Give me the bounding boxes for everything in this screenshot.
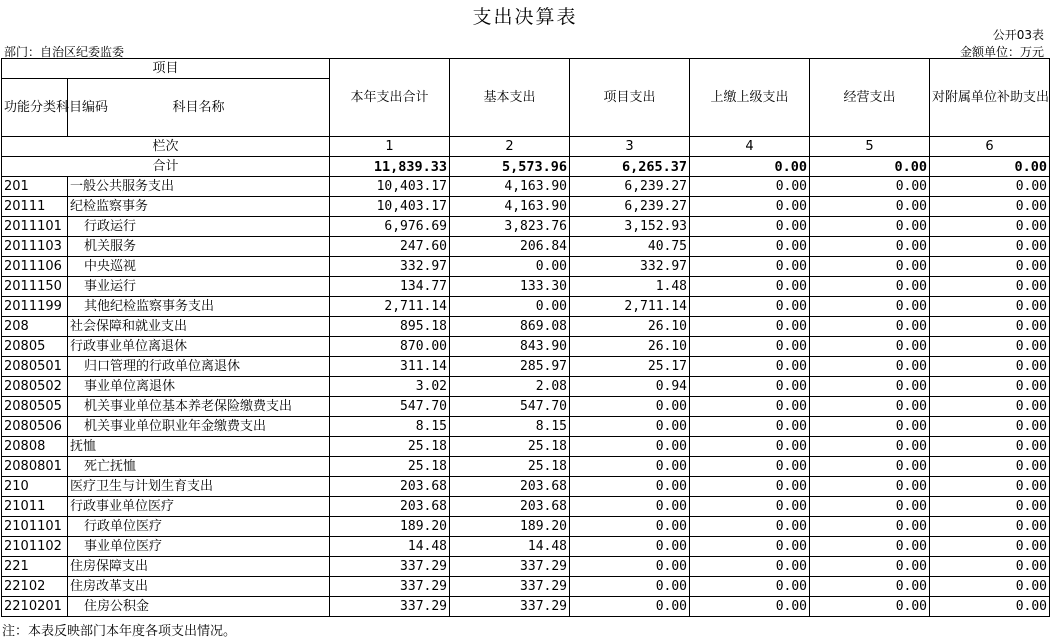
amount-cell: 3,152.93 [570, 217, 690, 237]
amount-cell: 337.29 [450, 597, 570, 617]
table-row [2, 577, 1050, 597]
column-index: 4 [690, 137, 810, 157]
amount-cell: 0.00 [810, 317, 930, 337]
amount-cell: 0.00 [810, 197, 930, 217]
subject-name-cell: 事业单位医疗 [68, 537, 330, 557]
amount-cell: 0.00 [810, 177, 930, 197]
amount-cell: 6,239.27 [570, 177, 690, 197]
func-code-cell: 2011101 [2, 217, 68, 237]
func-code-cell: 2011150 [2, 277, 68, 297]
table-row [2, 417, 1050, 437]
amount-cell: 0.00 [690, 457, 810, 477]
amount-cell: 0.00 [810, 557, 930, 577]
amount-cell: 0.00 [930, 257, 1050, 277]
amount-cell: 0.00 [570, 417, 690, 437]
amount-cell: 2,711.14 [330, 297, 450, 317]
amount-cell: 0.00 [570, 457, 690, 477]
amount-cell: 0.00 [810, 457, 930, 477]
amount-cell: 26.10 [570, 337, 690, 357]
amount-cell: 0.00 [570, 537, 690, 557]
func-code-cell: 2101101 [2, 517, 68, 537]
amount-cell: 0.00 [690, 277, 810, 297]
amount-cell: 0.94 [570, 377, 690, 397]
subject-name-cell: 住房公积金 [68, 597, 330, 617]
amount-cell: 0.00 [690, 197, 810, 217]
footnote: 注：本表反映部门本年度各项支出情况。 [2, 624, 237, 639]
subject-name-cell: 机关事业单位职业年金缴费支出 [68, 417, 330, 437]
amount-cell: 0.00 [570, 437, 690, 457]
header-project-expense: 项目支出 [570, 59, 690, 137]
table-row [2, 497, 1050, 517]
amount-cell: 0.00 [810, 217, 930, 237]
func-code-cell: 21011 [2, 497, 68, 517]
table-row [2, 317, 1050, 337]
amount-cell: 0.00 [690, 397, 810, 417]
amount-cell: 0.00 [810, 257, 930, 277]
amount-cell: 203.68 [450, 497, 570, 517]
subject-name-cell: 抚恤 [68, 437, 330, 457]
amount-cell: 203.68 [450, 477, 570, 497]
total-label: 合计 [2, 157, 330, 177]
total-value: 0.00 [690, 157, 810, 177]
subject-name-cell: 住房改革支出 [68, 577, 330, 597]
amount-cell: 0.00 [810, 277, 930, 297]
func-code-cell: 2080505 [2, 397, 68, 417]
amount-cell: 0.00 [930, 277, 1050, 297]
total-value: 0.00 [810, 157, 930, 177]
amount-cell: 0.00 [930, 417, 1050, 437]
amount-cell: 311.14 [330, 357, 450, 377]
func-code-cell: 2011103 [2, 237, 68, 257]
func-code-cell: 2080501 [2, 357, 68, 377]
header-total: 本年支出合计 [330, 59, 450, 137]
amount-cell: 337.29 [450, 577, 570, 597]
func-code-cell: 20805 [2, 337, 68, 357]
amount-cell: 0.00 [930, 237, 1050, 257]
subject-name-cell: 死亡抚恤 [68, 457, 330, 477]
func-code-cell: 2101102 [2, 537, 68, 557]
table-row [2, 337, 1050, 357]
amount-cell: 0.00 [810, 477, 930, 497]
amount-cell: 869.08 [450, 317, 570, 337]
amount-cell: 0.00 [570, 597, 690, 617]
amount-cell: 337.29 [450, 557, 570, 577]
amount-cell: 25.18 [330, 437, 450, 457]
header-basic: 基本支出 [450, 59, 570, 137]
amount-cell: 0.00 [810, 597, 930, 617]
amount-cell: 332.97 [570, 257, 690, 277]
amount-cell: 0.00 [930, 437, 1050, 457]
table-row [2, 477, 1050, 497]
func-code-cell: 20808 [2, 437, 68, 457]
table-row [2, 377, 1050, 397]
amount-cell: 0.00 [930, 217, 1050, 237]
amount-cell: 0.00 [930, 557, 1050, 577]
amount-cell: 0.00 [930, 297, 1050, 317]
total-value: 0.00 [930, 157, 1050, 177]
amount-cell: 3,823.76 [450, 217, 570, 237]
column-index: 6 [930, 137, 1050, 157]
amount-cell: 0.00 [690, 317, 810, 337]
amount-cell: 0.00 [930, 497, 1050, 517]
amount-cell: 0.00 [810, 397, 930, 417]
amount-cell: 6,239.27 [570, 197, 690, 217]
amount-cell: 0.00 [690, 537, 810, 557]
total-value: 11,839.33 [330, 157, 450, 177]
amount-cell: 0.00 [930, 397, 1050, 417]
subject-name-cell: 机关事业单位基本养老保险缴费支出 [68, 397, 330, 417]
amount-cell: 1.48 [570, 277, 690, 297]
func-code-cell: 210 [2, 477, 68, 497]
amount-cell: 0.00 [930, 357, 1050, 377]
amount-cell: 10,403.17 [330, 197, 450, 217]
amount-cell: 0.00 [930, 477, 1050, 497]
amount-cell: 0.00 [690, 237, 810, 257]
amount-cell: 4,163.90 [450, 197, 570, 217]
amount-cell: 843.90 [450, 337, 570, 357]
amount-cell: 0.00 [570, 397, 690, 417]
amount-cell: 0.00 [690, 557, 810, 577]
column-index: 3 [570, 137, 690, 157]
table-row [2, 597, 1050, 617]
amount-cell: 25.17 [570, 357, 690, 377]
func-code-cell: 2080506 [2, 417, 68, 437]
amount-cell: 0.00 [930, 537, 1050, 557]
amount-cell: 0.00 [690, 477, 810, 497]
amount-cell: 0.00 [450, 297, 570, 317]
amount-cell: 40.75 [570, 237, 690, 257]
column-index: 5 [810, 137, 930, 157]
amount-cell: 337.29 [330, 577, 450, 597]
func-code-cell: 2080801 [2, 457, 68, 477]
subject-name-cell: 机关服务 [68, 237, 330, 257]
subject-name-cell: 中央巡视 [68, 257, 330, 277]
table-row [2, 517, 1050, 537]
amount-cell: 0.00 [810, 497, 930, 517]
table-row [2, 557, 1050, 577]
column-index-label: 栏次 [2, 137, 330, 157]
amount-cell: 0.00 [690, 217, 810, 237]
func-code-cell: 22102 [2, 577, 68, 597]
subject-name-cell: 一般公共服务支出 [68, 177, 330, 197]
amount-unit-label: 金额单位：万元 [959, 45, 1044, 59]
table-row [2, 357, 1050, 377]
amount-cell: 332.97 [330, 257, 450, 277]
amount-cell: 0.00 [930, 517, 1050, 537]
amount-cell: 0.00 [930, 177, 1050, 197]
header-project: 项目 [2, 59, 330, 79]
amount-cell: 0.00 [810, 337, 930, 357]
amount-cell: 0.00 [450, 257, 570, 277]
func-code-cell: 20111 [2, 197, 68, 217]
amount-cell: 0.00 [570, 497, 690, 517]
table-row [2, 257, 1050, 277]
amount-cell: 337.29 [330, 597, 450, 617]
subject-name-cell: 纪检监察事务 [68, 197, 330, 217]
amount-cell: 0.00 [810, 377, 930, 397]
amount-cell: 0.00 [690, 357, 810, 377]
amount-cell: 3.02 [330, 377, 450, 397]
amount-cell: 0.00 [690, 297, 810, 317]
amount-cell: 0.00 [570, 477, 690, 497]
header-func-code: 功能分类科目编码 [2, 79, 68, 137]
amount-cell: 285.97 [450, 357, 570, 377]
amount-cell: 547.70 [450, 397, 570, 417]
amount-cell: 870.00 [330, 337, 450, 357]
subject-name-cell: 事业单位离退休 [68, 377, 330, 397]
func-code-cell: 221 [2, 557, 68, 577]
amount-cell: 2.08 [450, 377, 570, 397]
amount-cell: 203.68 [330, 497, 450, 517]
amount-cell: 0.00 [930, 597, 1050, 617]
amount-cell: 0.00 [570, 517, 690, 537]
table-row [2, 437, 1050, 457]
header-subject-name: 科目名称 [68, 79, 330, 137]
subject-name-cell: 住房保障支出 [68, 557, 330, 577]
amount-cell: 0.00 [810, 417, 930, 437]
subject-name-cell: 行政事业单位医疗 [68, 497, 330, 517]
func-code-cell: 2080502 [2, 377, 68, 397]
amount-cell: 134.77 [330, 277, 450, 297]
amount-cell: 0.00 [930, 197, 1050, 217]
amount-cell: 0.00 [810, 357, 930, 377]
amount-cell: 0.00 [810, 437, 930, 457]
amount-cell: 25.18 [450, 457, 570, 477]
table-row [2, 177, 1050, 197]
amount-cell: 2,711.14 [570, 297, 690, 317]
amount-cell: 0.00 [690, 337, 810, 357]
subject-name-cell: 医疗卫生与计划生育支出 [68, 477, 330, 497]
table-row [2, 297, 1050, 317]
amount-cell: 337.29 [330, 557, 450, 577]
amount-cell: 0.00 [690, 497, 810, 517]
table-row [2, 537, 1050, 557]
func-code-cell: 2210201 [2, 597, 68, 617]
total-value: 6,265.37 [570, 157, 690, 177]
table-row [2, 237, 1050, 257]
func-code-cell: 208 [2, 317, 68, 337]
subject-name-cell: 行政单位医疗 [68, 517, 330, 537]
header-business: 经营支出 [810, 59, 930, 137]
amount-cell: 0.00 [810, 297, 930, 317]
amount-cell: 0.00 [810, 577, 930, 597]
amount-cell: 14.48 [330, 537, 450, 557]
amount-cell: 25.18 [330, 457, 450, 477]
form-number: 公开03表 [992, 28, 1044, 42]
amount-cell: 0.00 [690, 577, 810, 597]
column-index: 1 [330, 137, 450, 157]
amount-cell: 189.20 [450, 517, 570, 537]
amount-cell: 206.84 [450, 237, 570, 257]
subject-name-cell: 社会保障和就业支出 [68, 317, 330, 337]
amount-cell: 895.18 [330, 317, 450, 337]
amount-cell: 0.00 [930, 317, 1050, 337]
amount-cell: 247.60 [330, 237, 450, 257]
amount-cell: 26.10 [570, 317, 690, 337]
amount-cell: 6,976.69 [330, 217, 450, 237]
amount-cell: 8.15 [330, 417, 450, 437]
amount-cell: 0.00 [810, 537, 930, 557]
expenditure-table [1, 58, 1050, 617]
total-value: 5,573.96 [450, 157, 570, 177]
amount-cell: 0.00 [690, 517, 810, 537]
amount-cell: 0.00 [930, 377, 1050, 397]
table-row [2, 397, 1050, 417]
amount-cell: 0.00 [690, 437, 810, 457]
amount-cell: 189.20 [330, 517, 450, 537]
table-row [2, 217, 1050, 237]
header-subsidy: 对附属单位补助支出 [930, 59, 1050, 137]
subject-name-cell: 行政事业单位离退休 [68, 337, 330, 357]
amount-cell: 25.18 [450, 437, 570, 457]
amount-cell: 0.00 [690, 417, 810, 437]
func-code-cell: 2011199 [2, 297, 68, 317]
amount-cell: 0.00 [810, 237, 930, 257]
amount-cell: 0.00 [570, 577, 690, 597]
column-index: 2 [450, 137, 570, 157]
amount-cell: 0.00 [930, 337, 1050, 357]
amount-cell: 14.48 [450, 537, 570, 557]
department-label: 部门：自治区纪委监委 [4, 45, 125, 59]
amount-cell: 547.70 [330, 397, 450, 417]
amount-cell: 0.00 [930, 577, 1050, 597]
header-upper-payment: 上缴上级支出 [690, 59, 810, 137]
amount-cell: 0.00 [570, 557, 690, 577]
amount-cell: 10,403.17 [330, 177, 450, 197]
func-code-cell: 201 [2, 177, 68, 197]
amount-cell: 0.00 [690, 177, 810, 197]
table-row [2, 457, 1050, 477]
subject-name-cell: 归口管理的行政单位离退休 [68, 357, 330, 377]
total-row [2, 157, 1050, 177]
amount-cell: 4,163.90 [450, 177, 570, 197]
amount-cell: 0.00 [690, 377, 810, 397]
amount-cell: 0.00 [930, 457, 1050, 477]
subject-name-cell: 事业运行 [68, 277, 330, 297]
func-code-cell: 2011106 [2, 257, 68, 277]
page-title: 支出决算表 [472, 6, 578, 28]
amount-cell: 133.30 [450, 277, 570, 297]
amount-cell: 8.15 [450, 417, 570, 437]
table-row [2, 277, 1050, 297]
subject-name-cell: 行政运行 [68, 217, 330, 237]
amount-cell: 0.00 [690, 597, 810, 617]
subject-name-cell: 其他纪检监察事务支出 [68, 297, 330, 317]
table-row [2, 197, 1050, 217]
amount-cell: 203.68 [330, 477, 450, 497]
amount-cell: 0.00 [690, 257, 810, 277]
amount-cell: 0.00 [810, 517, 930, 537]
